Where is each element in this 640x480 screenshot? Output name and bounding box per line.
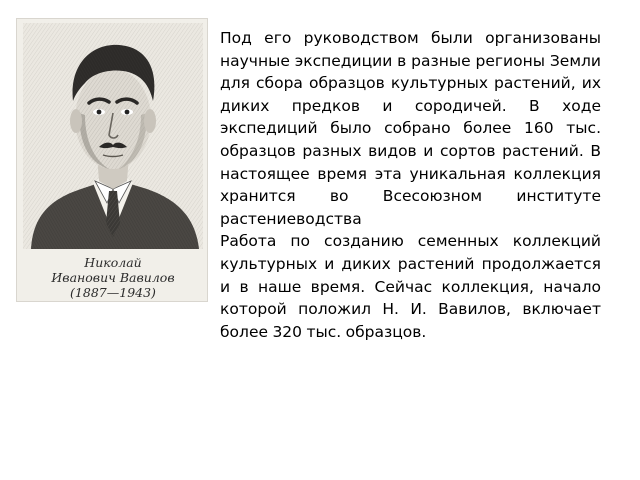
- body-text: [220, 27, 601, 343]
- portrait-caption: [17, 255, 209, 300]
- portrait-image: [23, 23, 203, 249]
- caption-full-name: Иванович Вавилов: [51, 270, 175, 285]
- paragraph-1: Под его руководством были организованы научные экспедиции в разные регионы Земли для сбора образцов культурных растений, их диких предков и сородичей. В ходе экспедиций было собрано более 160 тыс. образцов разных видов и сортов растений. В настоящее время эта уникальная коллекция хранится во Всесоюзном институте растениеводства: [220, 29, 601, 228]
- caption-years-text: (1887—1943): [70, 285, 156, 300]
- portrait-card: [16, 18, 208, 302]
- caption-years: [17, 285, 209, 300]
- caption-first-name: Николай: [84, 255, 142, 270]
- paragraph-2: Работа по созданию семенных коллекций культурных и диких растений продолжается и в наше время. Сейчас коллекция, начало которой положил Н. И. Вавилов, включает более 320 тыс. образцов.: [220, 232, 601, 341]
